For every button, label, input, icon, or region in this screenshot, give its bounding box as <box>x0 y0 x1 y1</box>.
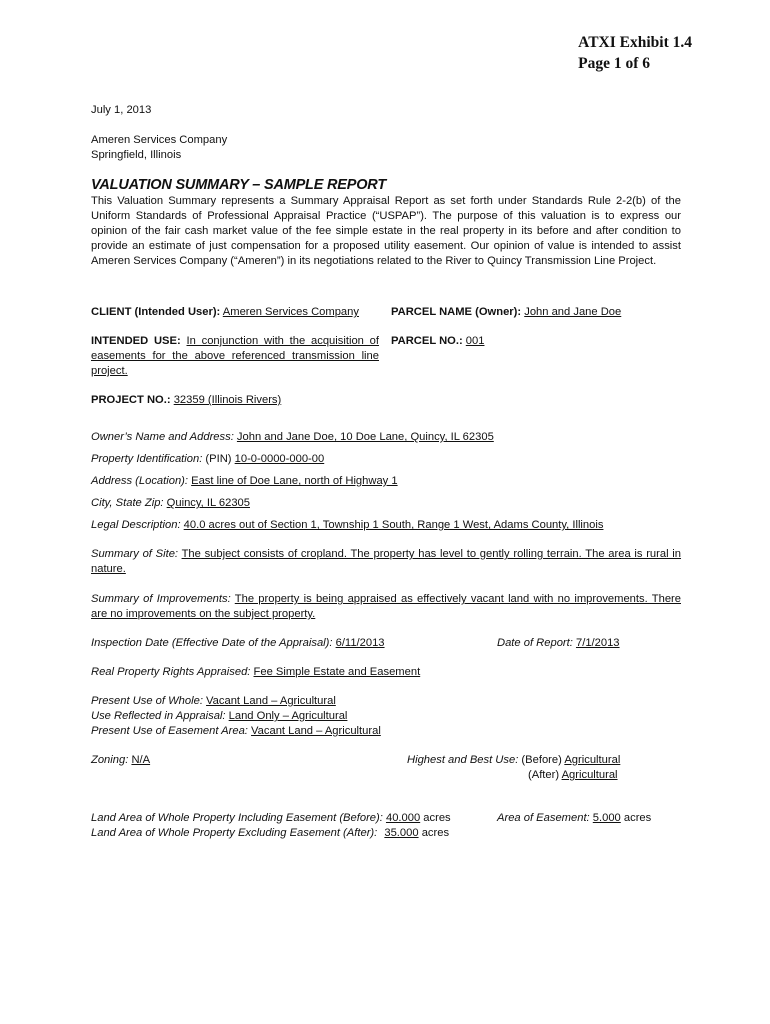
land-area-before-label: Land Area of Whole Property Including Easement (Before): <box>91 812 383 824</box>
zoning-label: Zoning: <box>91 754 129 766</box>
parcel-name-label: PARCEL NAME (Owner): <box>391 306 522 318</box>
parcel-no-value: 001 <box>465 335 485 347</box>
intended-use-label: INTENDED USE: <box>91 335 181 347</box>
inspection-date-field <box>91 636 385 651</box>
addressee-city: Springfield, Illinois <box>91 149 182 161</box>
address-location-value: East line of Doe Lane, north of Highway 1 <box>191 475 398 487</box>
summary-site-value: The subject consists of cropland. The property has level to gently rolling terrain. The area is rural in nature. <box>91 548 682 575</box>
land-area-before-value: 40.000 <box>385 812 421 824</box>
highest-best-use-before-prefix: (Before) <box>521 754 562 766</box>
property-id-prefix: (PIN) <box>205 453 232 465</box>
highest-best-use-before-value: Agricultural <box>564 754 621 766</box>
present-use-easement-label: Present Use of Easement Area: <box>91 725 248 737</box>
addressee <box>91 133 227 163</box>
inspection-date-label: Inspection Date (Effective Date of the Appraisal): <box>91 637 333 649</box>
intended-use-value: In conjunction with the acquisition of easements for the above referenced transmission line project. <box>91 335 380 377</box>
present-use-easement-value: Vacant Land – Agricultural <box>251 725 381 737</box>
area-easement-value: 5.000 <box>592 812 621 824</box>
use-reflected-value: Land Only – Agricultural <box>228 710 348 722</box>
use-reflected-field <box>91 709 381 724</box>
highest-best-use-after-value: Agricultural <box>561 769 618 781</box>
summary-improvements-field <box>91 592 681 622</box>
land-area-before-unit: acres <box>423 812 451 824</box>
use-reflected-label: Use Reflected in Appraisal: <box>91 710 226 722</box>
area-easement-label: Area of Easement: <box>497 812 590 824</box>
parcel-name-value: John and Jane Doe <box>524 306 622 318</box>
present-use-whole-value: Vacant Land – Agricultural <box>206 695 336 707</box>
city-state-zip-value: Quincy, IL 62305 <box>166 497 250 509</box>
exhibit-label: ATXI Exhibit 1.4 <box>578 34 692 51</box>
land-area-after-field <box>91 826 451 841</box>
project-no-value: 32359 (Illinois Rivers) <box>173 394 282 406</box>
area-easement-unit: acres <box>623 812 652 824</box>
owner-address-field <box>91 430 494 445</box>
highest-best-use-after-prefix: (After) <box>528 769 560 781</box>
report-date: July 1, 2013 <box>91 104 152 116</box>
legal-description-value: 40.0 acres out of Section 1, Township 1 South, Range 1 West, Adams County, Illinois <box>183 519 604 531</box>
report-title: VALUATION SUMMARY – SAMPLE REPORT <box>91 177 386 193</box>
legal-description-field <box>91 518 603 533</box>
rights-appraised-value: Fee Simple Estate and Easement <box>253 666 421 678</box>
city-state-zip-field <box>91 496 250 511</box>
property-id-label: Property Identification: <box>91 453 203 465</box>
owner-address-label: Owner’s Name and Address: <box>91 431 234 443</box>
intended-use-field <box>91 334 379 379</box>
present-use-whole-field <box>91 694 381 709</box>
client-value: Ameren Services Company <box>222 306 359 318</box>
summary-site-field <box>91 547 681 577</box>
summary-improvements-value: The property is being appraised as effectively vacant land with no improvements. There are no improvements on the subject property. <box>91 593 681 620</box>
inspection-date-value: 6/11/2013 <box>335 637 385 649</box>
property-id-value: 10-0-0000-000-00 <box>234 453 325 465</box>
address-location-label: Address (Location): <box>91 475 189 487</box>
page-number: Page 1 of 6 <box>578 55 651 72</box>
land-area-after-value: 35.000 <box>384 827 419 839</box>
summary-improvements-label: Summary of Improvements: <box>91 593 231 605</box>
address-location-field <box>91 474 398 489</box>
legal-description-label: Legal Description: <box>91 519 181 531</box>
intro-paragraph: This Valuation Summary represents a Summary Appraisal Report as set forth under Standards Rule 2-2(b) of the Uniform Standards of Professional Appraisal Practice (“USPAP”). The purpose of this valuation is to express our opinion of the fair cash market value of the fee simple estate in the real property in its before and after condition to provide an estimate of just compensation for a proposed utility easement. Our opinion of value is intended to assist Ameren Services Company (“Ameren”) in its negotiations related to the River to Quincy Transmission Line Project. <box>91 195 681 267</box>
project-no-field <box>91 393 281 408</box>
property-id-field <box>91 452 324 467</box>
date-of-report-field <box>497 636 620 651</box>
project-no-label: PROJECT NO.: <box>91 394 171 406</box>
owner-address-value: John and Jane Doe, 10 Doe Lane, Quincy, IL 62305 <box>236 431 494 443</box>
summary-site-label: Summary of Site: <box>91 548 179 560</box>
rights-appraised-label: Real Property Rights Appraised: <box>91 666 251 678</box>
client-label: CLIENT (Intended User): <box>91 306 221 318</box>
land-area-block <box>91 811 451 841</box>
zoning-value: N/A <box>131 754 151 766</box>
rights-appraised-field <box>91 665 420 680</box>
date-of-report-label: Date of Report: <box>497 637 573 649</box>
area-easement-field <box>497 811 651 826</box>
land-area-before-field <box>91 811 451 826</box>
addressee-company: Ameren Services Company <box>91 134 228 146</box>
zoning-field <box>91 753 150 768</box>
use-block <box>91 694 381 739</box>
city-state-zip-label: City, State Zip: <box>91 497 164 509</box>
present-use-easement-field <box>91 724 381 739</box>
present-use-whole-label: Present Use of Whole: <box>91 695 203 707</box>
highest-best-use-field <box>407 753 620 783</box>
land-area-after-label: Land Area of Whole Property Excluding Easement (After): <box>91 827 378 839</box>
client-field <box>91 305 359 320</box>
parcel-no-field <box>391 334 484 349</box>
exhibit-header <box>578 32 692 74</box>
parcel-name-field <box>391 305 621 320</box>
parcel-no-label: PARCEL NO.: <box>391 335 463 347</box>
land-area-after-unit: acres <box>421 827 450 839</box>
date-of-report-value: 7/1/2013 <box>575 637 620 649</box>
highest-best-use-label: Highest and Best Use: <box>407 754 519 766</box>
